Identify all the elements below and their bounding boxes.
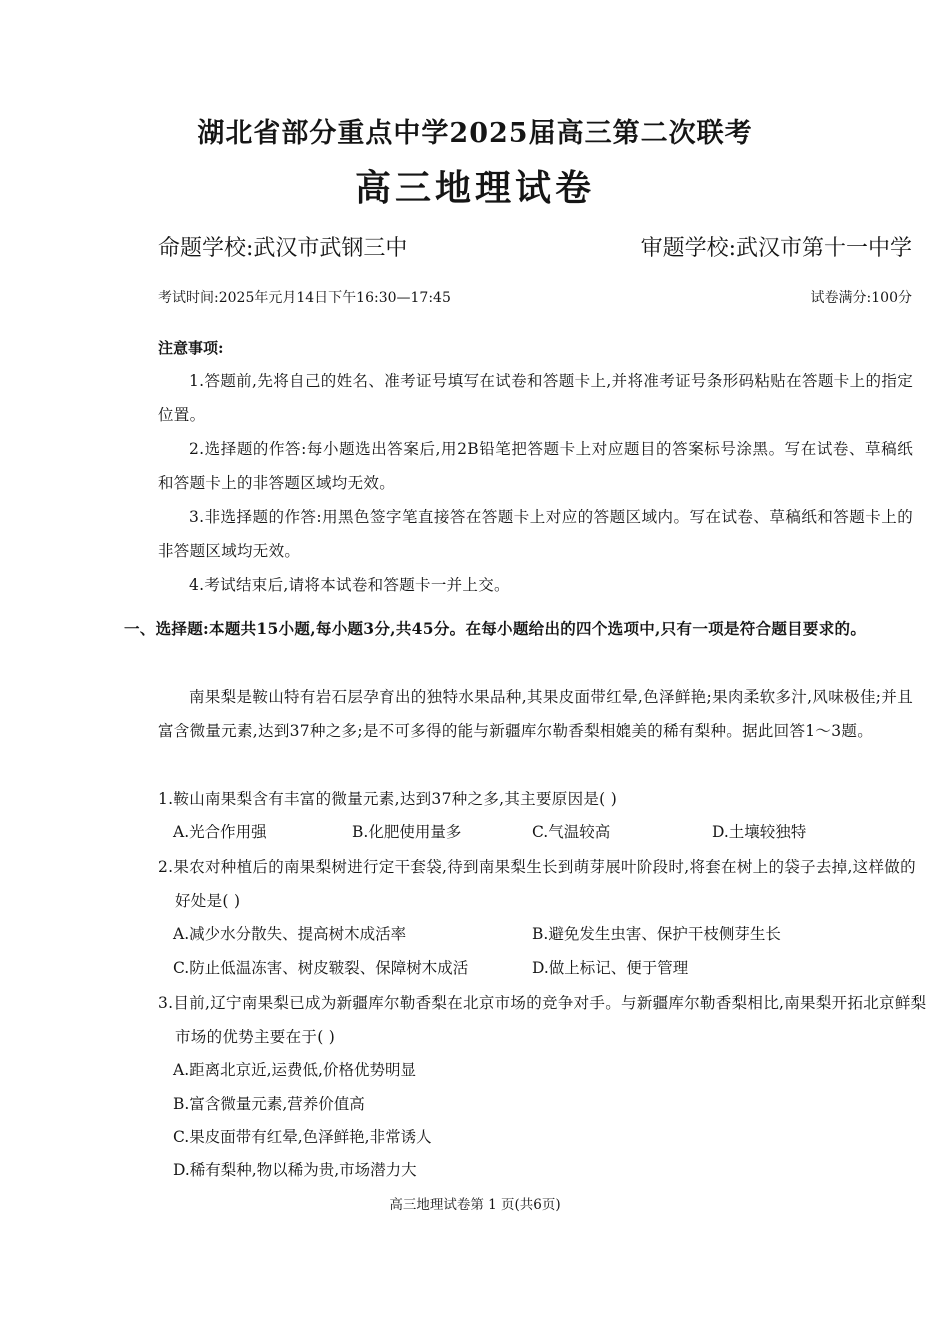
question-2-option-c: C.防止低温冻害、树皮皲裂、保障树木成活 bbox=[173, 959, 469, 977]
question-3-option-d: D.稀有梨种,物以稀为贵,市场潜力大 bbox=[173, 1161, 417, 1179]
question-2-option-d: D.做上标记、便于管理 bbox=[532, 959, 689, 977]
full-score: 试卷满分:100分 bbox=[810, 290, 912, 306]
notice-item-4: 4.考试结束后,请将本试卷和答题卡一并上交。 bbox=[189, 576, 510, 594]
question-1-option-b: B.化肥使用量多 bbox=[352, 823, 462, 841]
notice-item-2: 2.选择题的作答:每小题选出答案后,用2B铅笔把答题卡上对应题目的答案标号涂黑。写在试卷、草稿纸和答题卡上的非答题区域均无效。 bbox=[158, 440, 913, 492]
page-footer: 高三地理试卷第 1 页(共6页) bbox=[389, 1197, 561, 1213]
question-2-option-a: A.减少水分散失、提高树木成活率 bbox=[173, 925, 407, 943]
reading-passage: 南果梨是鞍山特有岩石层孕育出的独特水果品种,其果皮面带红晕,色泽鲜艳;果肉柔软多汁,风味极佳;并且富含微量元素,达到37种之多;是不可多得的能与新疆库尔勒香梨相媲美的稀有梨种。据此回答1～3题。 bbox=[158, 688, 913, 740]
notice-heading: 注意事项: bbox=[158, 339, 224, 357]
reviewer-school: 审题学校:武汉市第十一中学 bbox=[640, 236, 912, 261]
question-1-option-c: C.气温较高 bbox=[532, 823, 611, 841]
question-1-stem: 1.鞍山南果梨含有丰富的微量元素,达到37种之多,其主要原因是( ) bbox=[158, 790, 618, 808]
notice-item-3: 3.非选择题的作答:用黑色签字笔直接答在答题卡上对应的答题区域内。写在试卷、草稿纸和答题卡上的非答题区域均无效。 bbox=[158, 508, 913, 560]
exam-title: 湖北省部分重点中学2025届高三第二次联考 bbox=[197, 118, 753, 149]
question-3-option-c: C.果皮面带有红晕,色泽鲜艳,非常诱人 bbox=[173, 1128, 432, 1146]
question-2-option-b: B.避免发生虫害、保护干枝侧芽生长 bbox=[532, 925, 781, 943]
section-heading: 一、选择题:本题共15小题,每小题3分,共45分。在每小题给出的四个选项中,只有一项是符合题目要求的。 bbox=[124, 619, 867, 638]
question-1-option-a: A.光合作用强 bbox=[173, 823, 267, 841]
setter-school: 命题学校:武汉市武钢三中 bbox=[158, 236, 408, 261]
exam-subtitle: 高三地理试卷 bbox=[354, 167, 595, 209]
question-3-stem: 3.目前,辽宁南果梨已成为新疆库尔勒香梨在北京市场的竞争对手。与新疆库尔勒香梨相比,南果梨开拓北京鲜梨市场的优势主要在于( ) bbox=[158, 994, 927, 1046]
question-3-option-a: A.距离北京近,运费低,价格优势明显 bbox=[173, 1061, 416, 1079]
question-1-option-d: D.土壤较独特 bbox=[712, 823, 807, 841]
notice-item-1: 1.答题前,先将自己的姓名、准考证号填写在试卷和答题卡上,并将准考证号条形码粘贴在答题卡上的指定位置。 bbox=[158, 372, 913, 424]
question-2-stem: 2.果农对种植后的南果梨树进行定干套袋,待到南果梨生长到萌芽展叶阶段时,将套在树上的袋子去掉,这样做的好处是( ) bbox=[158, 858, 916, 910]
exam-time: 考试时间:2025年元月14日下午16:30—17:45 bbox=[158, 290, 451, 306]
question-3-option-b: B.富含微量元素,营养价值高 bbox=[173, 1095, 365, 1113]
